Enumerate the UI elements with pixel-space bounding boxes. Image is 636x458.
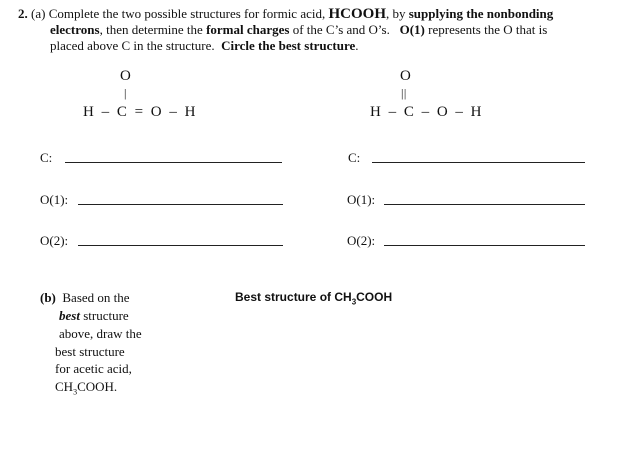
structure2-chain: H – C – O – H [370,104,483,120]
answer-line-o1-left[interactable] [78,204,283,205]
part-b-line-6: $CH_3COOH$. [55,379,118,397]
structure2-top-oxygen: O [400,68,412,84]
part-b-line-5: for acetic acid, [55,361,132,376]
structure1-chain: H – C = O – H [83,104,196,120]
answer-line-c-left[interactable] [65,162,282,163]
part-b-line-3: above, draw the [59,326,142,341]
answer-line-o1-right[interactable] [384,204,585,205]
structure2-double-bond: || [401,86,407,100]
label-o2-left: O(2): [40,233,69,248]
part-b-line-4: best structure [55,344,125,359]
label-c-left: C: [40,150,53,165]
question-line-1: 2. (a) Complete the two possible structures for formic acid, HCOOH, by supplying the nonbonding [18,6,554,22]
question-line-3: placed above C in the structure. Circle the best structure. [50,38,359,53]
part-b-line-1: (b) Based on the [40,290,130,305]
answer-line-c-right[interactable] [372,162,585,163]
question-line-2: electrons, then determine the formal charges of the C’s and O’s. O(1) represents the O that is [50,22,548,37]
label-c-right: C: [348,150,361,165]
label-o2-right: O(2): [347,233,376,248]
structure1-single-bond: | [124,86,127,100]
part-b-line-2: best structure [59,308,129,323]
answer-line-o2-right[interactable] [384,245,585,246]
answer-box-title: Best structure of $CH_3COOH$ [235,290,393,307]
structure1-top-oxygen: O [120,68,132,84]
answer-line-o2-left[interactable] [78,245,283,246]
label-o1-right: O(1): [347,192,376,207]
label-o1-left: O(1): [40,192,69,207]
